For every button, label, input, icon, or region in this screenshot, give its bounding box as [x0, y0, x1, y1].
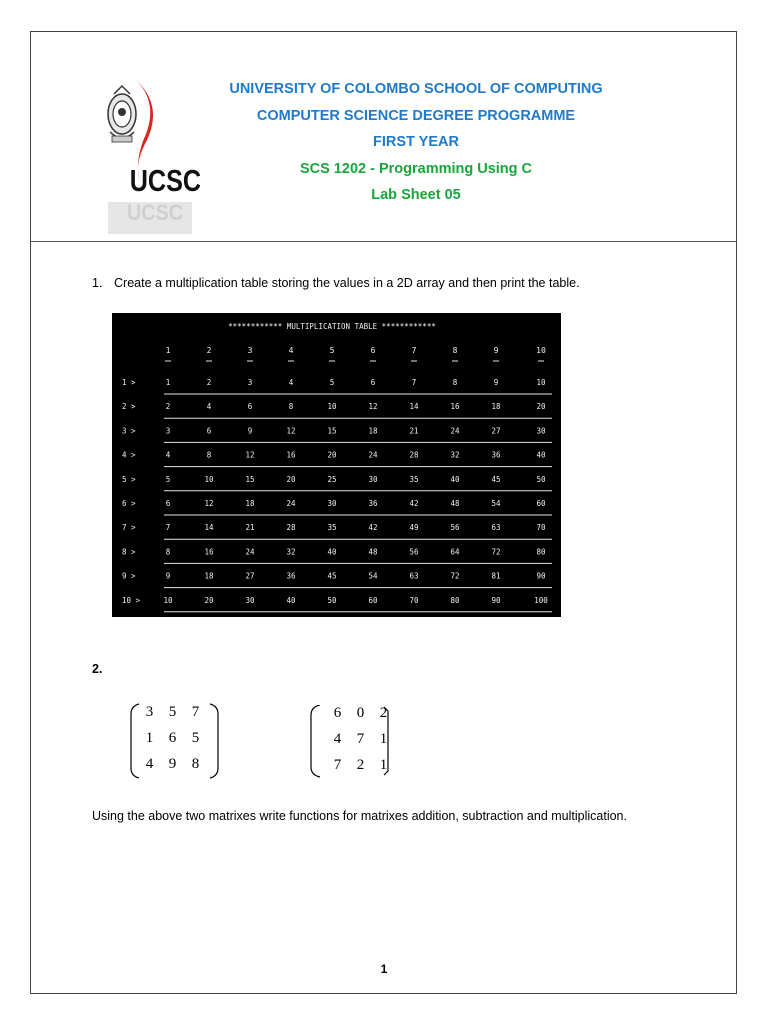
console-cell: 70 [536, 523, 546, 533]
console-cell: 20 [536, 402, 546, 412]
console-cell: 8 [452, 378, 458, 387]
console-cell: 42 [368, 523, 378, 533]
console-cell: 54 [368, 571, 378, 581]
console-cell: 15 [245, 474, 255, 484]
console-cell: 21 [245, 523, 255, 533]
console-cell: 6 [165, 499, 171, 508]
matrix-cell: 5 [168, 704, 177, 720]
console-row-label: 3 > [122, 426, 136, 436]
console-cell: 30 [536, 426, 546, 436]
matrix-cell: 5 [191, 730, 200, 746]
lab-sheet-title: Lab Sheet 05 [371, 187, 461, 203]
console-cell: 48 [368, 547, 378, 557]
matrix-cell: 2 [356, 757, 365, 773]
console-cell: 48 [450, 499, 460, 508]
console-cell: 16 [204, 547, 214, 557]
console-cell: 40 [286, 595, 296, 605]
console-cell: 20 [327, 450, 337, 460]
console-row-label: 7 > [122, 523, 136, 533]
console-column-header: 8 [452, 346, 458, 355]
course-title: SCS 1202 - Programming Using C [299, 160, 533, 177]
matrix-cell: 4 [145, 756, 154, 772]
console-cell: 32 [450, 450, 460, 460]
document-header [200, 78, 632, 211]
console-cell: 30 [245, 595, 255, 605]
console-column-header: 4 [288, 346, 294, 355]
console-cell: 9 [247, 426, 253, 436]
console-cell: 7 [411, 378, 417, 387]
console-cell: 6 [206, 426, 212, 436]
console-column-header: 1 [165, 346, 171, 355]
console-cell: 4 [165, 450, 171, 460]
matrix-cell: 4 [333, 731, 342, 747]
console-cell: 27 [245, 571, 255, 581]
console-column-header: 2 [206, 346, 212, 355]
console-cell: 6 [247, 402, 253, 412]
console-cell: 100 [534, 595, 548, 605]
question-1-text: Create a multiplication table storing the values in a 2D array and then print the table. [114, 276, 580, 290]
console-cell: 70 [409, 595, 419, 605]
console-cell: 54 [491, 499, 501, 508]
logo-text: UCSC [129, 163, 200, 198]
console-cell: 80 [536, 547, 546, 557]
console-cell: 72 [491, 547, 501, 557]
console-cell: 5 [165, 474, 171, 484]
matrix-cell: 7 [191, 704, 200, 720]
console-cell: 2 [206, 378, 212, 387]
console-cell: 3 [165, 426, 171, 436]
console-cell: 27 [491, 426, 501, 436]
console-cell: 6 [370, 378, 376, 387]
matrix-cell: 7 [333, 757, 342, 773]
matrix-cell: 7 [356, 731, 365, 747]
console-cell: 1 [165, 378, 171, 387]
matrix-cell: 6 [333, 705, 342, 721]
question-2-number: 2. [92, 662, 103, 676]
console-cell: 28 [286, 523, 296, 533]
svg-text:UCSC: UCSC [127, 201, 184, 226]
console-cell: 36 [368, 499, 378, 508]
console-column-header: 10 [536, 346, 546, 355]
console-cell: 49 [409, 523, 419, 533]
question-1-number: 1. [92, 276, 103, 290]
matrix-a [130, 702, 220, 782]
console-cell: 45 [491, 474, 501, 484]
console-cell: 14 [409, 402, 419, 412]
console-cell: 28 [409, 450, 419, 460]
console-cell: 25 [327, 474, 337, 484]
console-cell: 56 [409, 547, 419, 557]
console-cell: 18 [204, 571, 214, 581]
console-row-label: 4 > [122, 450, 136, 460]
console-cell: 2 [165, 402, 171, 412]
console-cell: 30 [368, 474, 378, 484]
console-cell: 10 [536, 378, 546, 387]
console-cell: 42 [409, 499, 419, 508]
console-cell: 81 [491, 571, 501, 581]
console-cell: 40 [450, 474, 460, 484]
console-cell: 12 [245, 450, 255, 460]
console-column-header: 9 [493, 346, 499, 355]
console-cell: 50 [536, 474, 546, 484]
console-cell: 80 [450, 595, 460, 605]
programme-title: COMPUTER SCIENCE DEGREE PROGRAMME [256, 107, 576, 124]
console-cell: 4 [288, 378, 294, 387]
console-cell: 18 [491, 402, 501, 412]
console-output [112, 313, 561, 617]
console-cell: 3 [247, 378, 253, 387]
console-row-label: 9 > [122, 571, 136, 581]
console-cell: 35 [409, 474, 419, 484]
console-cell: 40 [536, 450, 546, 460]
console-cell: 60 [536, 499, 546, 508]
console-cell: 16 [450, 402, 460, 412]
console-cell: 8 [288, 402, 294, 412]
console-cell: 7 [165, 523, 171, 533]
console-cell: 90 [491, 595, 501, 605]
matrix-cell: 9 [168, 756, 177, 772]
console-cell: 50 [327, 595, 337, 605]
console-cell: 24 [368, 450, 378, 460]
console-row-label: 1 > [122, 378, 136, 387]
matrix-cell: 1 [145, 730, 154, 746]
console-cell: 21 [409, 426, 419, 436]
console-cell: 63 [409, 571, 419, 581]
question-1 [92, 276, 580, 290]
console-cell: 24 [286, 499, 296, 508]
page-number: 1 [380, 962, 388, 976]
matrix-cell: 3 [145, 704, 154, 720]
console-column-header: 3 [247, 346, 253, 355]
console-table [112, 313, 561, 617]
console-cell: 32 [286, 547, 296, 557]
console-cell: 16 [286, 450, 296, 460]
console-cell: 24 [450, 426, 460, 436]
header-divider [30, 241, 737, 242]
console-cell: 10 [204, 474, 214, 484]
matrix-cell: 1 [379, 731, 388, 747]
question-2-text: Using the above two matrixes write functions for matrixes addition, subtraction and multiplication. [92, 809, 627, 823]
console-cell: 63 [491, 523, 501, 533]
console-cell: 30 [327, 499, 337, 508]
matrix-b [308, 705, 390, 783]
console-cell: 60 [368, 595, 378, 605]
console-cell: 64 [450, 547, 460, 557]
console-cell: 72 [450, 571, 460, 581]
console-row-label: 5 > [122, 474, 136, 484]
console-cell: 18 [245, 499, 255, 508]
console-cell: 9 [165, 571, 171, 581]
matrix-cell: 2 [379, 705, 388, 721]
console-cell: 8 [165, 547, 171, 557]
console-cell: 90 [536, 571, 546, 581]
console-title: ************ MULTIPLICATION TABLE ************ [228, 322, 436, 331]
console-cell: 5 [329, 378, 335, 387]
console-cell: 36 [286, 571, 296, 581]
console-cell: 20 [204, 595, 214, 605]
console-cell: 45 [327, 571, 337, 581]
university-title: UNIVERSITY OF COLOMBO SCHOOL OF COMPUTING [229, 81, 603, 97]
console-cell: 15 [327, 426, 337, 436]
console-row-label: 8 > [122, 547, 136, 557]
console-cell: 40 [327, 547, 337, 557]
console-column-header: 5 [329, 346, 335, 355]
console-cell: 56 [450, 523, 460, 533]
console-cell: 10 [327, 402, 337, 412]
console-column-header: 6 [370, 346, 376, 355]
matrix-cell: 1 [379, 757, 388, 773]
console-cell: 24 [245, 547, 255, 557]
console-cell: 10 [163, 595, 173, 605]
matrix-cell: 6 [168, 730, 177, 746]
matrix-cell: 0 [356, 705, 365, 721]
console-cell: 12 [368, 402, 378, 412]
console-row-label: 6 > [122, 499, 136, 508]
console-cell: 12 [286, 426, 296, 436]
year-title: FIRST YEAR [373, 134, 459, 150]
matrix-cell: 8 [191, 756, 200, 772]
console-cell: 35 [327, 523, 337, 533]
ucsc-logo [100, 72, 200, 237]
console-column-header: 7 [411, 346, 417, 355]
console-row-label: 10 > [122, 595, 141, 605]
console-row-label: 2 > [122, 402, 136, 412]
console-cell: 36 [491, 450, 501, 460]
crest-icon [108, 86, 136, 142]
console-cell: 20 [286, 474, 296, 484]
console-cell: 8 [206, 450, 212, 460]
console-cell: 18 [368, 426, 378, 436]
console-cell: 9 [493, 378, 499, 387]
console-cell: 4 [206, 402, 212, 412]
console-cell: 14 [204, 523, 214, 533]
console-cell: 12 [204, 499, 214, 508]
